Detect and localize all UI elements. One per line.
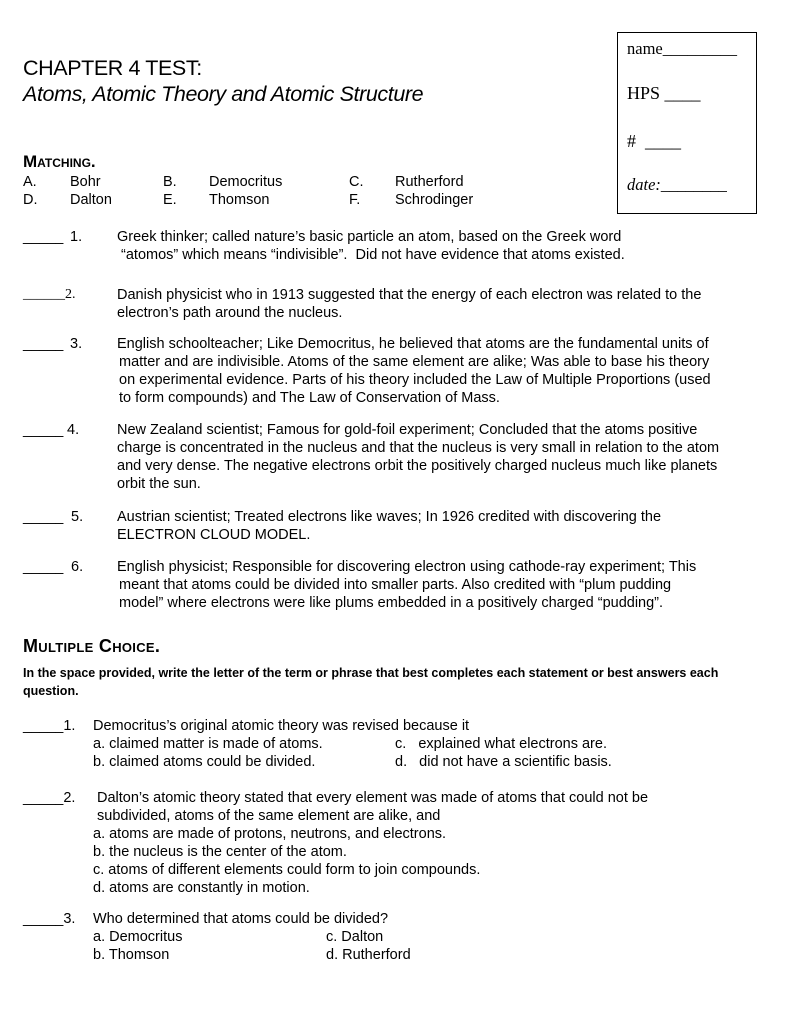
option-letter: D. xyxy=(23,192,38,208)
mc-answer-blank[interactable]: _____1. xyxy=(23,718,76,734)
mc-choice: a. atoms are made of protons, neutrons, and electrons. xyxy=(93,826,447,842)
mc-question-stem: Dalton’s atomic theory stated that every element was made of atoms that could not be xyxy=(97,790,649,806)
question-text: English schoolteacher; Like Democritus, he believed that atoms are the fundamental units of xyxy=(117,336,709,352)
question-text: to form compounds) and The Law of Conservation of Mass. xyxy=(119,390,500,406)
multiple-choice-heading: Multiple Choice. xyxy=(23,636,161,656)
question-number: 1. xyxy=(70,229,83,245)
question-text: matter and are indivisible. Atoms of the same element are alike; Was able to base his theory xyxy=(119,354,710,370)
matching-heading: Matching. xyxy=(23,152,96,171)
answer-blank-line[interactable]: ______ xyxy=(23,287,65,302)
test-subtitle: Atoms, Atomic Theory and Atomic Structure xyxy=(23,82,424,106)
mc-choice: c. atoms of different elements could form to join compounds. xyxy=(93,862,481,878)
name-field[interactable]: name_________ xyxy=(627,39,737,58)
option-letter: E. xyxy=(163,192,177,208)
answer-blank[interactable]: _____ xyxy=(23,336,64,352)
option-letter: F. xyxy=(349,192,361,208)
student-info-box xyxy=(617,32,757,214)
option-name: Thomson xyxy=(209,192,270,208)
question-number: 6. xyxy=(71,559,84,575)
mc-answer-blank[interactable]: _____3. xyxy=(23,911,76,927)
question-text: English physicist; Responsible for discovering electron using cathode-ray experiment; This xyxy=(117,559,697,575)
question-text: meant that atoms could be divided into smaller parts. Also credited with “plum pudding xyxy=(119,577,672,593)
mc-choice: a. Democritus xyxy=(93,929,183,945)
option-name: Schrodinger xyxy=(395,192,474,208)
hps-field[interactable]: HPS ____ xyxy=(627,83,701,103)
question-text: ELECTRON CLOUD MODEL. xyxy=(117,527,311,543)
option-name: Democritus xyxy=(209,174,283,190)
question-number: 3. xyxy=(70,336,83,352)
mc-choice: c. Dalton xyxy=(326,929,384,945)
answer-blank[interactable] xyxy=(23,286,76,304)
mc-question-stem: subdivided, atoms of the same element are alike, and xyxy=(97,808,441,824)
option-name: Rutherford xyxy=(395,174,464,190)
mc-choice: d. atoms are constantly in motion. xyxy=(93,880,310,896)
question-text: “atomos” which means “indivisible”. Did not have evidence that atoms existed. xyxy=(117,247,625,263)
question-text: Austrian scientist; Treated electrons like waves; In 1926 credited with discovering the xyxy=(117,509,662,525)
question-text: on experimental evidence. Parts of his theory included the Law of Multiple Proportions (used xyxy=(119,372,711,388)
mc-question-stem: Democritus’s original atomic theory was revised because it xyxy=(93,718,470,734)
test-title: CHAPTER 4 TEST: xyxy=(23,56,202,80)
question-text: orbit the sun. xyxy=(117,476,201,492)
mc-choice: b. the nucleus is the center of the atom. xyxy=(93,844,347,860)
option-letter: C. xyxy=(349,174,364,190)
option-name: Bohr xyxy=(70,174,101,190)
option-name: Dalton xyxy=(70,192,112,208)
question-number: 2. xyxy=(65,287,76,302)
mc-choice: b. Thomson xyxy=(93,947,170,963)
mc-choice: d. Rutherford xyxy=(326,947,411,963)
date-field[interactable]: date:________ xyxy=(627,175,727,194)
instructions: In the space provided, write the letter of the term or phrase that best completes each statement or best answers each question. xyxy=(23,666,719,698)
mc-answer-blank[interactable]: _____2. xyxy=(23,790,76,806)
answer-blank[interactable]: _____ xyxy=(23,509,64,525)
number-field[interactable]: # ____ xyxy=(627,131,681,151)
mc-choice: d. did not have a scientific basis. xyxy=(395,754,612,770)
answer-blank[interactable]: _____ xyxy=(23,229,64,245)
question-text: electron’s path around the nucleus. xyxy=(117,305,343,321)
question-text: New Zealand scientist; Famous for gold-foil experiment; Concluded that the atoms positive xyxy=(117,422,698,438)
question-number: 5. xyxy=(71,509,84,525)
option-letter: B. xyxy=(163,174,177,190)
mc-question-stem: Who determined that atoms could be divided? xyxy=(93,911,389,927)
question-text: Danish physicist who in 1913 suggested that the energy of each electron was related to the xyxy=(117,287,702,303)
question-text: and very dense. The negative electrons orbit the positively charged nucleus much like planets xyxy=(117,458,718,474)
option-letter: A. xyxy=(23,174,37,190)
answer-blank[interactable]: _____ xyxy=(23,422,64,438)
question-number: 4. xyxy=(67,422,80,438)
question-text: model” where electrons were like plums embedded in a positively charged “pudding”. xyxy=(119,595,664,611)
mc-choice: c. explained what electrons are. xyxy=(395,736,607,752)
mc-choice: a. claimed matter is made of atoms. xyxy=(93,736,323,752)
question-text: Greek thinker; called nature’s basic particle an atom, based on the Greek word xyxy=(117,229,622,245)
mc-choice: b. claimed atoms could be divided. xyxy=(93,754,316,770)
question-text: charge is concentrated in the nucleus and that the nucleus is very small in relation to the atom xyxy=(117,440,720,456)
answer-blank[interactable]: _____ xyxy=(23,559,64,575)
